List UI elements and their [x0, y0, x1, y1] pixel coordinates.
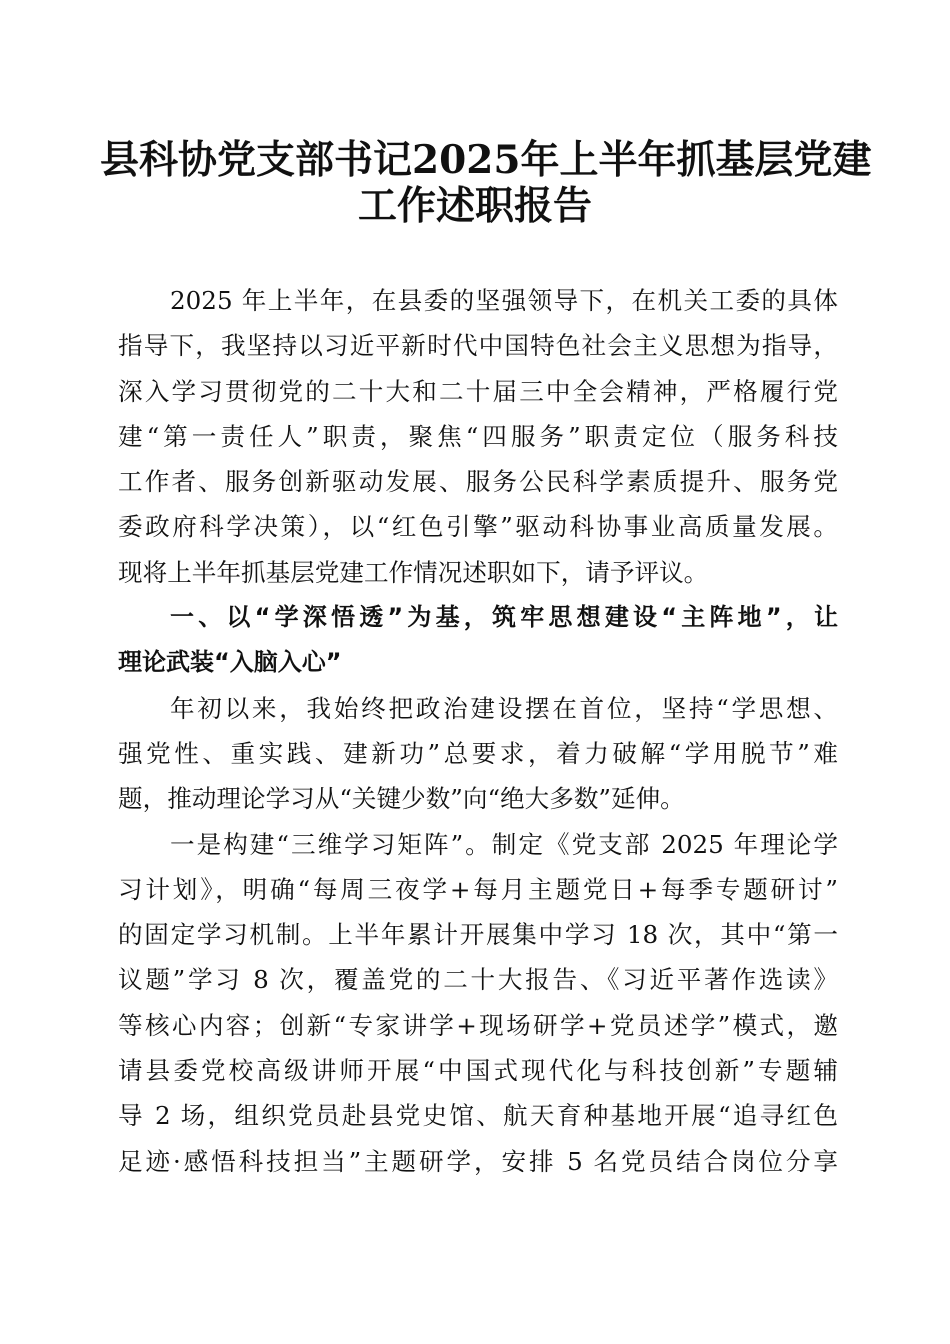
paragraph-line: 工作者、服务创新驱动发展、服务公民科学素质提升、服务党: [118, 467, 838, 497]
paragraph-line: 请县委党校高级讲师开展“中国式现代化与科技创新”专题辅: [118, 1056, 838, 1086]
section-heading-line: 理论武装“入脑入心”: [118, 648, 342, 677]
paragraph-line: 议题”学习 8 次，覆盖党的二十大报告、《习近平著作选读》: [118, 965, 838, 995]
section-heading-line: 一、以“学深悟透”为基，筑牢思想建设“主阵地”，让: [170, 603, 838, 632]
paragraph-line: 深入学习贯彻党的二十大和二十届三中全会精神，严格履行党: [118, 376, 838, 406]
paragraph-line: 题，推动理论学习从“关键少数”向“绝大多数”延伸。: [118, 784, 685, 814]
paragraph-line: 一是构建“三维学习矩阵”。制定《党支部 2025 年理论学: [170, 829, 838, 859]
paragraph-line: 现将上半年抓基层党建工作情况述职如下，请予评议。: [118, 557, 709, 587]
paragraph-line: 2025 年上半年，在县委的坚强领导下，在机关工委的具体: [170, 286, 838, 315]
paragraph-line: 等核心内容；创新“专家讲学+现场研学+党员述学”模式，邀: [118, 1010, 838, 1040]
document-title-line-1: 县科协党支部书记2025年上半年抓基层党建: [100, 137, 872, 183]
paragraph-line: 的固定学习机制。上半年累计开展集中学习 18 次，其中“第一: [118, 920, 838, 950]
paragraph-line: 建“第一责任人”职责，聚焦“四服务”职责定位（服务科技: [118, 421, 838, 451]
paragraph-line: 强党性、重实践、建新功”总要求，着力破解“学用脱节”难: [118, 738, 838, 768]
paragraph-line: 习计划》，明确“每周三夜学+每月主题党日+每季专题研讨”: [118, 874, 838, 904]
paragraph-line: 委政府科学决策），以“红色引擎”驱动科协事业高质量发展。: [118, 512, 838, 542]
paragraph-line: 导 2 场，组织党员赴县党史馆、航天育种基地开展“追寻红色: [118, 1101, 838, 1131]
paragraph-line: 年初以来，我始终把政治建设摆在首位，坚持“学思想、: [170, 693, 838, 723]
paragraph-line: 指导下，我坚持以习近平新时代中国特色社会主义思想为指导，: [118, 331, 838, 361]
paragraph-line: 足迹·感悟科技担当”主题研学，安排 5 名党员结合岗位分享: [118, 1146, 838, 1176]
document-title-line-2: 工作述职报告: [357, 183, 592, 229]
document-body: [118, 278, 838, 1184]
